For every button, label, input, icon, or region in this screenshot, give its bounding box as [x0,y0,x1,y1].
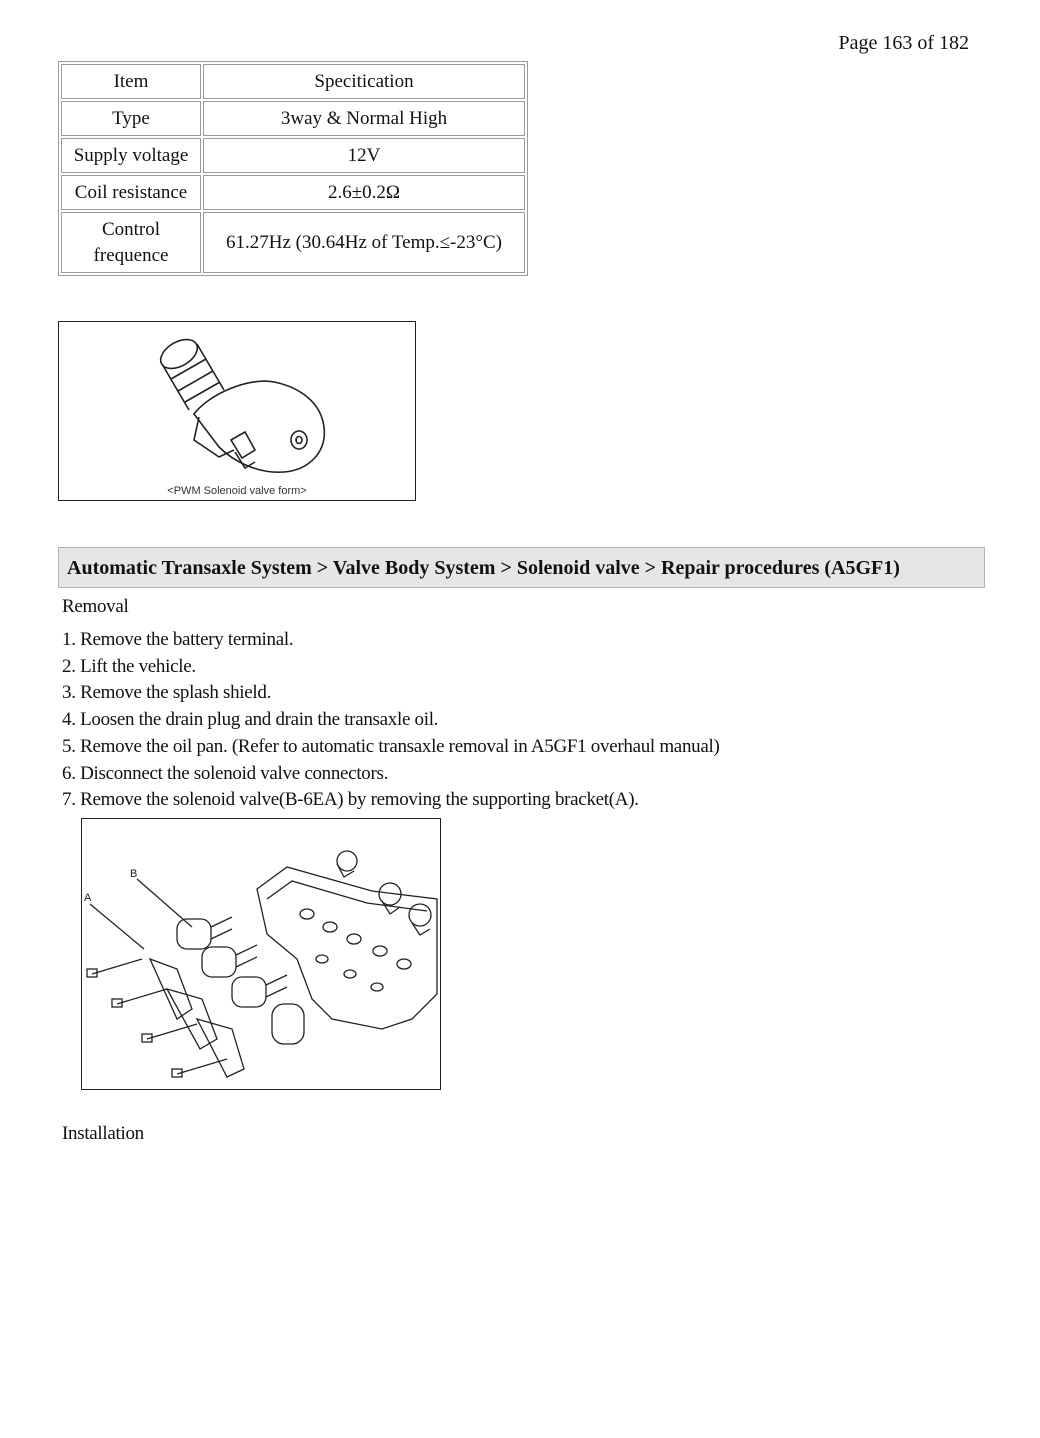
table-cell: Specitication [203,64,525,99]
label-a: A [84,892,92,904]
table-row [61,175,525,210]
list-item: 5. Remove the oil pan. (Refer to automatic transaxle removal in A5GF1 overhaul manual) [62,735,720,757]
table-row [61,212,525,273]
removal-heading: Removal [62,596,129,617]
table-row [61,101,525,136]
table-row [61,138,525,173]
table-cell: Supply voltage [61,138,201,173]
table-header-row [61,64,525,99]
table-cell: Item [61,64,201,99]
section-title: Automatic Transaxle System > Valve Body System > Solenoid valve > Repair procedures (A5GF1) [58,547,985,588]
list-item: 3. Remove the splash shield. [62,682,272,704]
installation-heading: Installation [62,1123,144,1144]
list-item: 1. Remove the battery terminal. [62,629,294,650]
table-cell: Coil resistance [61,175,201,210]
table-cell: Control frequence [61,212,201,273]
pwm-solenoid-valve-figure [58,321,416,501]
table-cell: 3way & Normal High [203,101,525,136]
table-cell: 12V [203,138,525,173]
list-item: 2. Lift the vehicle. [62,655,196,677]
list-item: 7. Remove the solenoid valve(B-6EA) by removing the supporting bracket(A). [62,789,639,811]
list-item: 6. Disconnect the solenoid valve connectors. [62,762,389,784]
table-cell: Type [61,101,201,136]
table-cell: 2.6±0.2Ω [203,175,525,210]
specification-table [58,61,528,276]
label-b: B [130,868,138,880]
figure-caption: <PWM Solenoid valve form> [167,485,307,497]
page-number: Page 163 of 182 [838,32,969,54]
solenoid-removal-figure [81,818,441,1090]
valve-body-illustration [82,819,440,1089]
table-cell: 61.27Hz (30.64Hz of Temp.≤-23°C) [203,212,525,273]
removal-steps-list [62,627,719,814]
list-item: 4. Loosen the drain plug and drain the transaxle oil. [62,709,439,731]
solenoid-valve-illustration [59,322,415,482]
